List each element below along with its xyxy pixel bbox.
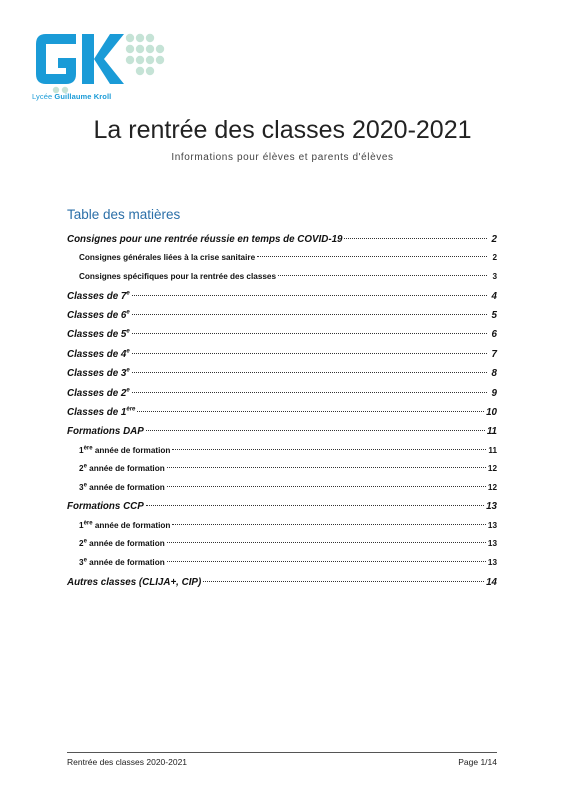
toc-entry-label: 3e année de formation: [79, 557, 165, 568]
toc-dot-leader: [167, 486, 486, 487]
toc-page-number: 5: [491, 309, 497, 321]
toc-entry-label: Consignes générales liées à la crise sanitaire: [79, 253, 256, 263]
toc-page-number: 8: [491, 368, 497, 380]
toc-dot-leader: [203, 581, 484, 582]
toc-dot-leader: [137, 411, 484, 412]
toc-entry[interactable]: [67, 287, 497, 306]
toc-dot-leader: [146, 505, 484, 506]
document-title: La rentrée des classes 2020-2021: [93, 116, 472, 144]
toc-entry-label: 1ère année de formation: [79, 520, 171, 530]
toc-dot-leader: [278, 275, 487, 276]
toc-entry-label: Classes de 7e: [67, 290, 130, 302]
toc-entry-label: 3e année de formation: [79, 482, 165, 492]
toc-page-number: 14: [486, 576, 497, 588]
toc-page-number: 2: [491, 234, 497, 245]
logo-caption-prefix: Lycée: [32, 92, 55, 101]
toc-page-number: 2: [492, 253, 497, 263]
toc-entry-label: 2e année de formation: [79, 538, 165, 549]
toc-entry[interactable]: [67, 325, 497, 344]
toc-entry[interactable]: [67, 479, 497, 498]
toc-entry[interactable]: [67, 364, 497, 383]
toc-dot-leader: [132, 392, 487, 393]
toc-entry[interactable]: [67, 517, 497, 536]
toc-entry-label: Formations CCP: [67, 501, 144, 513]
toc-dot-leader: [167, 561, 486, 562]
toc-entry-label: 2e année de formation: [79, 463, 165, 474]
toc-page-number: 11: [488, 445, 497, 455]
toc-dot-leader: [172, 449, 486, 450]
toc-dot-leader: [132, 372, 487, 373]
toc-entry-label: Classes de 3e: [67, 367, 130, 380]
toc-entry[interactable]: [67, 403, 497, 422]
toc-page-number: 12: [487, 482, 497, 492]
toc-entry[interactable]: [67, 345, 497, 364]
toc-entry-label: Classes de 5e: [67, 329, 130, 341]
toc-page-number: 4: [491, 290, 497, 302]
toc-entry-label: Consignes spécifiques pour la rentrée des classes: [79, 271, 277, 281]
toc-entry[interactable]: [67, 442, 497, 461]
toc-dot-leader: [172, 524, 486, 525]
toc-dot-leader: [132, 314, 487, 315]
toc-dot-leader: [132, 353, 487, 354]
toc-entry-label: Classes de 6e: [67, 309, 130, 321]
footer-page-number: Page 1/14: [458, 757, 497, 767]
toc-entry[interactable]: [67, 497, 497, 516]
footer-document-title: Rentrée des classes 2020-2021: [67, 757, 188, 767]
toc-entry-label: Consignes pour une rentrée réussie en temps de COVID-19: [67, 234, 343, 245]
toc-page-number: 7: [491, 348, 497, 360]
toc-entry[interactable]: [67, 230, 497, 249]
toc-entry[interactable]: [67, 306, 497, 325]
toc-dot-leader: [146, 430, 485, 431]
toc-page-number: 13: [487, 539, 497, 549]
toc-entry-label: Formations DAP: [67, 426, 144, 438]
toc-page-number: 10: [486, 406, 497, 418]
table-of-contents: [67, 230, 497, 592]
toc-page-number: 13: [486, 501, 497, 513]
logo-caption: [32, 92, 111, 101]
toc-dot-leader: [167, 542, 486, 543]
toc-entry[interactable]: [67, 554, 497, 573]
footer-divider: [67, 752, 497, 753]
toc-page-number: 11: [486, 426, 497, 438]
toc-page-number: 12: [487, 464, 497, 474]
toc-dot-leader: [132, 295, 487, 296]
toc-entry[interactable]: [67, 460, 497, 479]
toc-dot-leader: [167, 467, 486, 468]
toc-entry[interactable]: [67, 422, 497, 441]
toc-dot-leader: [344, 238, 487, 239]
toc-dot-leader: [257, 256, 487, 257]
toc-entry-label: 1ère année de formation: [79, 444, 171, 455]
toc-page-number: 13: [487, 558, 497, 568]
toc-entry[interactable]: [67, 384, 497, 403]
toc-entry[interactable]: [67, 268, 497, 287]
toc-page-number: 6: [491, 329, 497, 341]
document-subtitle: Informations pour élèves et parents d'élèves: [171, 152, 394, 163]
toc-heading: Table des matières: [67, 207, 181, 222]
logo-caption-name: Guillaume Kroll: [54, 92, 112, 101]
toc-page-number: 9: [491, 387, 497, 399]
toc-dot-leader: [132, 333, 487, 334]
toc-entry[interactable]: [67, 249, 497, 268]
toc-entry[interactable]: [67, 573, 497, 592]
toc-page-number: 13: [487, 520, 497, 530]
toc-entry-label: Classes de 2e: [67, 387, 130, 399]
toc-page-number: 3: [492, 271, 497, 281]
toc-entry-label: Classes de 4e: [67, 348, 130, 360]
toc-entry[interactable]: [67, 535, 497, 554]
toc-entry-label: Autres classes (CLIJA+, CIP): [67, 576, 202, 588]
toc-entry-label: Classes de 1ère: [67, 406, 136, 418]
